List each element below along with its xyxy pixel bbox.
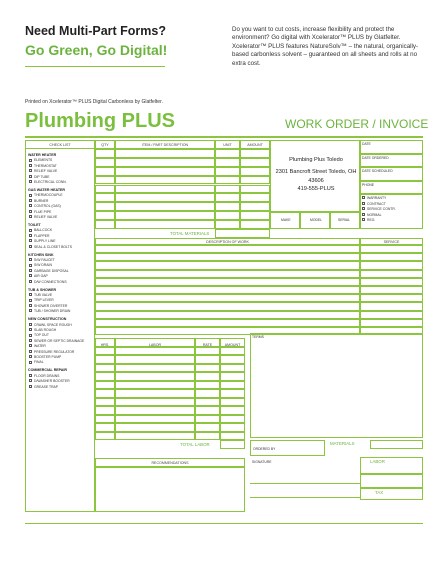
warranty-option: NORMAL [367,212,382,217]
warranty-checkbox-icon[interactable] [362,202,365,205]
labor-grid-cell[interactable] [220,423,245,432]
labor-grid-cell[interactable] [115,406,195,415]
labor-grid-cell[interactable] [115,432,195,441]
item-grid-cell[interactable] [95,211,115,220]
labor-grid-cell[interactable] [95,364,115,373]
bottom-signature-line[interactable] [25,523,423,524]
description-line[interactable] [95,245,360,253]
checklist-section-title: TUB & SHOWER [28,287,57,292]
checklist-box-icon[interactable] [29,304,32,307]
labor-grid-cell[interactable] [115,398,195,407]
checklist-item: CRAWL SPACE ROUGH [34,322,72,327]
item-grid-cell[interactable] [115,167,215,176]
service-line[interactable] [360,294,423,302]
checklist-box-icon[interactable] [29,258,32,261]
checklist-section-title: WATER HEATER [28,153,57,157]
date-field-label: DATE ORDERED [362,155,389,160]
labor-header: LABOR [148,343,162,347]
checklist-item: SEAL & CLOSET BOLTS [34,244,73,249]
labor-grid-cell[interactable] [95,432,115,441]
materials-total-cell[interactable] [370,440,423,449]
checklist-item: RELIEF VALVE [34,169,58,174]
checklist-box-icon[interactable] [29,274,32,277]
recommendations-box[interactable] [95,467,245,512]
item-grid-cell[interactable] [240,211,270,220]
labor-grid-cell[interactable] [95,381,115,390]
checklist-item: D/WASHER BOOSTER [34,379,70,384]
warranty-checkbox-icon[interactable] [362,207,365,210]
date-field-label: PHONE [362,182,375,187]
company-zip: 43606 [308,178,324,184]
checklist-item: FLAPPER [34,233,50,238]
item-grid-cell[interactable] [95,149,115,158]
checklist-item: BALLCOCK [34,228,53,233]
checklist-box-icon[interactable] [29,264,32,267]
warranty-option: SERVICE CONTR. [367,207,396,211]
labor-grid-cell[interactable] [95,423,115,432]
warranty-option: CONTRACT [367,201,386,206]
model-label: MODEL [310,218,323,222]
item-grid-cell[interactable] [95,220,115,229]
labor-grid-cell[interactable] [95,415,115,424]
item-grid-cell[interactable] [115,220,215,229]
item-grid-cell[interactable] [115,193,215,202]
checklist-header: CHECK LIST [49,143,71,147]
recommendations-label: RECOMMENDATIONS [151,461,189,465]
date-field-label: DATE SCHEDULED [362,169,393,173]
checklist-section-title: TOILET [28,223,41,227]
labor-grid-cell[interactable] [115,423,195,432]
item-grid-cell[interactable] [95,158,115,167]
checklist-box-icon[interactable] [29,323,32,326]
checklist-box-icon[interactable] [29,334,32,337]
form-subtitle: WORK ORDER / INVOICE [285,117,429,131]
labor-grid-cell[interactable] [220,432,245,441]
checklist-box-icon[interactable] [29,169,32,172]
description-line[interactable] [95,270,360,278]
item-grid-cell[interactable] [215,220,240,229]
description-header-label: DESCRIPTION OF WORK [206,240,249,244]
labor-grid-cell[interactable] [220,398,245,407]
promo-divider [25,66,165,67]
warranty-checkbox-icon[interactable] [362,218,365,221]
labor-grid-cell[interactable] [195,415,220,424]
labor-grid-cell[interactable] [115,381,195,390]
signature-label: SIGNATURE [252,460,272,464]
checklist-item: D/W CONNECTIONS [34,279,67,284]
signature-line-2[interactable] [250,497,360,498]
checklist-box-icon[interactable] [29,309,32,312]
checklist-box-icon[interactable] [29,379,32,382]
item-grid-cell[interactable] [115,149,215,158]
description-line[interactable] [95,286,360,294]
qty-header: QTY [101,143,109,147]
checklist-item: WATER [34,344,46,349]
labor-total-label: LABOR [370,459,385,464]
description-line[interactable] [95,311,360,319]
promo-subhead: Go Green, Go Digital! [25,42,168,58]
checklist-item: SLAB ROUGH [34,328,57,332]
make-label: MAKE [281,218,291,222]
promo-headline: Need Multi-Part Forms? [25,24,166,38]
labor-grid-cell[interactable] [95,389,115,398]
warranty-option: REG. [367,218,376,222]
ordered-by-cell[interactable] [250,440,325,456]
labor-grid-cell[interactable] [95,355,115,364]
labor-grid-cell[interactable] [195,364,220,373]
labor-grid-cell[interactable] [195,423,220,432]
ordered-by-label: ORDERED BY [253,447,276,451]
form-title: Plumbing PLUS [25,110,175,132]
unit-header: UNIT [223,143,232,147]
checklist-item: FLUE PIPE [34,209,52,214]
checklist-box-icon[interactable] [29,293,32,296]
labor-grid-cell[interactable] [115,347,195,356]
checklist-item: GREASE TRAP [34,384,59,389]
checklist-section-title: NEW CONSTRUCTION [28,317,67,322]
warranty-option: WARRANTY [367,196,387,200]
labor-grid-cell[interactable] [95,406,115,415]
item-grid-cell[interactable] [115,211,215,220]
checklist-section-title: GAS WATER HEATER [28,188,66,192]
service-line[interactable] [360,245,423,253]
total-materials-cell[interactable] [215,229,270,238]
printed-on-note: Printed on Xcelerator™ PLUS Digital Carbonless by Glatfelter. [25,99,163,105]
company-phone: 419-555-PLUS [297,186,335,192]
checklist-item: S/W FAUCET [34,258,55,262]
checklist-box-icon[interactable] [29,159,32,162]
checklist-box-icon[interactable] [29,204,32,207]
labor-grid-cell[interactable] [220,381,245,390]
item-grid-cell[interactable] [240,193,270,202]
checklist-item: BOOSTER PUMP [34,355,62,359]
labor-grid-cell[interactable] [195,432,220,441]
item-description-header: ITEM / PART DESCRIPTION [141,143,189,147]
checklist-box-icon[interactable] [29,180,32,183]
checklist-item: ELECTRICAL CONN. [34,180,67,184]
description-line[interactable] [95,294,360,302]
hrs-header: HRS. [100,343,110,347]
signature-line[interactable] [250,483,360,484]
checklist-header-line [25,140,95,149]
labor-amount-header: AMOUNT [224,343,241,347]
checklist-box-icon[interactable] [29,194,32,197]
checklist-item: TUB VALVE [34,293,53,297]
labor-grid-cell[interactable] [115,364,195,373]
checklist-box-icon[interactable] [29,229,32,232]
labor-grid-cell[interactable] [195,347,220,356]
company-street: 2301 Bancroft Street Toledo, OH [275,169,357,175]
service-line[interactable] [360,319,423,327]
labor-grid-cell[interactable] [195,389,220,398]
checklist-item: ELEMENTS [34,158,53,163]
labor-grid-cell[interactable] [95,372,115,381]
item-grid-cell[interactable] [215,149,240,158]
labor-grid-cell[interactable] [115,355,195,364]
checklist-item: SUPPLY LINE [34,239,56,244]
item-grid-cell[interactable] [215,158,240,167]
serial-label: SERIAL [338,218,351,222]
checklist-item: PRESSURE REGULATOR [34,349,75,354]
item-grid-cell[interactable] [95,176,115,185]
checklist-item: FINAL [34,360,44,365]
description-line[interactable] [95,278,360,286]
labor-grid-cell[interactable] [220,372,245,381]
service-line[interactable] [360,286,423,294]
checklist-item: THERMOCOUPLE [34,193,63,198]
checklist-item: S/W DRAIN [34,263,52,268]
checklist-box-icon[interactable] [29,269,32,272]
description-line[interactable] [95,261,360,269]
checklist-item: AIR GAP [34,274,48,279]
checklist-item: TUB / SHOWER DRAIN [34,309,71,314]
service-line[interactable] [360,253,423,261]
item-grid-cell[interactable] [115,202,215,211]
labor-grid-cell[interactable] [195,398,220,407]
warranty-checkbox-icon[interactable] [362,196,365,199]
service-line[interactable] [360,261,423,269]
checklist-box-icon[interactable] [29,374,32,377]
materials-total-label: MATERIALS [330,441,355,446]
item-grid-cell[interactable] [95,167,115,176]
item-grid-cell[interactable] [215,202,240,211]
checklist-box-icon[interactable] [29,350,32,353]
checklist-item: FLOOR DRAINS [34,373,60,378]
labor-grid-cell[interactable] [115,415,195,424]
checklist-section-title: KITCHEN SINK [28,252,54,257]
checklist-box-icon[interactable] [29,339,32,342]
item-grid-cell[interactable] [215,211,240,220]
warranty-checkbox-icon[interactable] [362,213,365,216]
checklist-section-title: COMMERCIAL REPAIR [28,368,67,373]
labor-grid-cell[interactable] [95,398,115,407]
service-header-label: SERVICE [383,240,400,244]
checklist-item: THERMOSTAT [34,163,57,168]
labor-grid-cell[interactable] [195,406,220,415]
total-labor-cell[interactable] [220,440,245,449]
checklist-box-icon[interactable] [29,280,32,283]
tax-cell[interactable] [360,488,423,500]
total-labor-label: TOTAL LABOR [180,442,210,447]
company-box [270,140,360,212]
labor-grid-cell[interactable] [220,347,245,356]
checklist-box-icon[interactable] [29,245,32,248]
labor-grid-cell[interactable] [220,355,245,364]
labor-total-cell[interactable] [360,457,423,474]
tax-label: TAX [375,490,384,495]
item-grid-cell[interactable] [240,220,270,229]
checklist-item: SHOWER DIVERTER [34,303,68,308]
service-line[interactable] [360,302,423,310]
checklist-box-icon[interactable] [29,164,32,167]
work-order-form [25,140,423,512]
checklist-item: GARBAGE DISPOSAL [34,268,69,273]
checklist-box-icon[interactable] [29,385,32,388]
service-line[interactable] [360,311,423,319]
item-grid-cell[interactable] [215,167,240,176]
labor-grid-cell[interactable] [220,406,245,415]
date-field-label: DATE [362,142,371,146]
item-grid-cell[interactable] [215,185,240,194]
item-grid-cell[interactable] [115,176,215,185]
labor-grid-cell[interactable] [195,355,220,364]
checklist-item: SEWER OR SEPTIC DRAINAGE [34,338,85,343]
labor-grid-cell[interactable] [115,372,195,381]
labor-grid-cell[interactable] [95,347,115,356]
misc-total-cell[interactable] [360,474,423,488]
item-grid-cell[interactable] [240,202,270,211]
item-grid-cell[interactable] [95,193,115,202]
amount-header: AMOUNT [247,143,263,147]
labor-grid-cell[interactable] [115,389,195,398]
checklist-item: CONTROL (GAS) [34,204,61,209]
description-line[interactable] [95,302,360,310]
checklist-item: DIP TUBE [34,174,50,179]
labor-grid-cell[interactable] [220,389,245,398]
checklist-box-icon[interactable] [29,355,32,358]
item-grid-cell[interactable] [95,185,115,194]
checklist-item: TRIP LEVER [34,298,54,303]
terms-box[interactable] [250,333,423,438]
description-line[interactable] [95,253,360,261]
checklist-box-icon[interactable] [29,328,32,331]
labor-grid-cell[interactable] [195,372,220,381]
checklist-box-icon[interactable] [29,210,32,213]
promo-text: Do you want to cut costs, increase flexibility and protect the environment? Go digital with Xcelerator™ PLUS by Glatfelter. Xcelerator™ PLUS features NatureSolv™ – the natural, organically-based carbonless solvent – guaranteed on all sheets and rolls at no extra cost. [232,26,419,67]
checklist-box-icon[interactable] [29,175,32,178]
item-grid-cell[interactable] [115,185,215,194]
rate-header: RATE [202,343,213,347]
description-line[interactable] [95,319,360,327]
checklist-box-icon[interactable] [29,215,32,218]
item-grid-cell[interactable] [215,176,240,185]
item-grid-cell[interactable] [95,202,115,211]
checklist-box-icon[interactable] [29,344,32,347]
service-line[interactable] [360,270,423,278]
checklist-box-icon[interactable] [29,239,32,242]
checklist-box-icon[interactable] [29,299,32,302]
checklist-box-icon[interactable] [29,199,32,202]
checklist-item: BURNER [34,198,49,203]
total-materials-label: TOTAL MATERIALS [170,231,210,236]
checklist-box-icon[interactable] [29,361,32,364]
checklist-item: RELIEF VALVE [34,215,58,219]
checklist-item: TOP OUT [34,333,49,338]
item-grid-cell[interactable] [115,158,215,167]
labor-grid-cell[interactable] [220,364,245,373]
item-grid-cell[interactable] [215,193,240,202]
company-name: Plumbing Plus Toledo [289,157,343,163]
service-line[interactable] [360,278,423,286]
labor-grid-cell[interactable] [220,415,245,424]
title-rule [25,136,423,138]
labor-grid-cell[interactable] [195,381,220,390]
checklist-box-icon[interactable] [29,234,32,237]
terms-label: TERMS [252,335,264,339]
